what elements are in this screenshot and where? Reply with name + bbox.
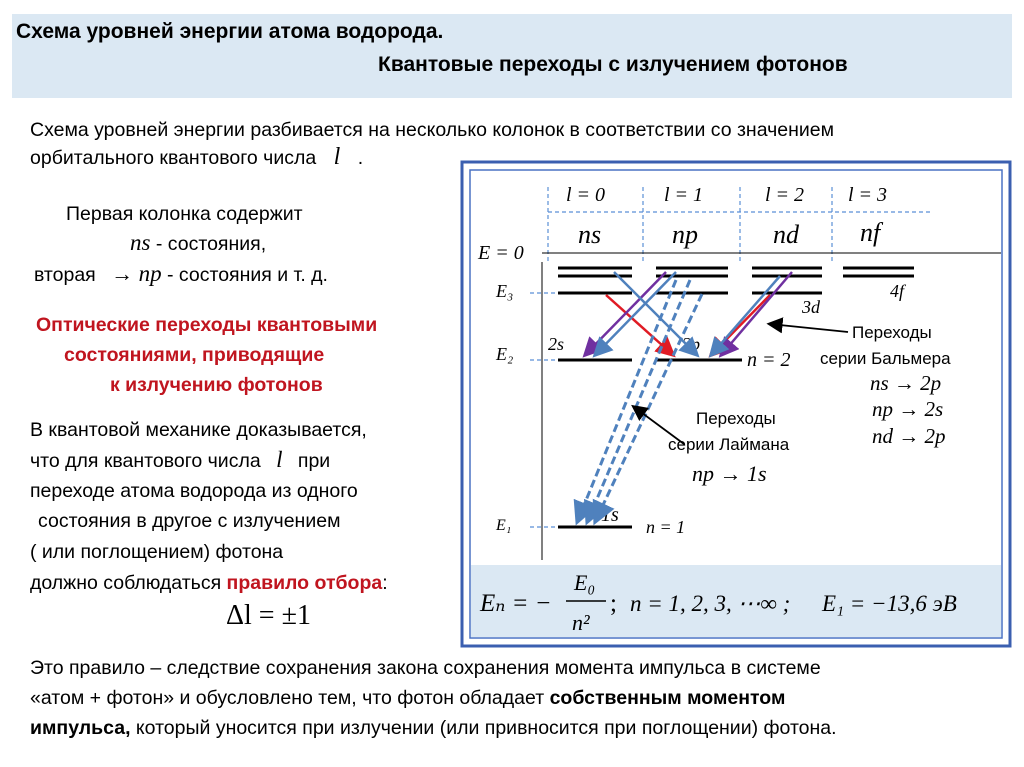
- formula-numerator: E₀: [574, 570, 596, 595]
- label-3d: 3d: [802, 297, 820, 317]
- col-nf-label: nf: [860, 218, 881, 247]
- arrow-icon: →: [111, 261, 134, 286]
- col-l1-label: l = 1: [664, 184, 704, 206]
- label-1s: 1s: [601, 504, 619, 526]
- e2-label: E₂: [496, 344, 514, 364]
- optical-line-2: состояниями, приводящие: [64, 344, 325, 366]
- col-l0-label: l = 0: [566, 184, 606, 206]
- label-4f: 4f: [890, 281, 905, 301]
- intro-line-1: Схема уровней энергии разбивается на несколько колонок в соответствии со значением: [30, 119, 835, 141]
- e1-label: E₁: [496, 517, 512, 534]
- qm-l-symbol: l: [276, 447, 283, 472]
- balmer-title-2: серии Бальмера: [820, 349, 951, 368]
- formula-lhs: Eₙ = −: [480, 590, 552, 617]
- qm-line-1: В квантовой механике доказывается,: [30, 419, 367, 441]
- label-2p: 2p: [682, 334, 700, 354]
- qm-line-4: состояния в другое с излучением: [38, 510, 341, 532]
- qm-line-5: ( или поглощением) фотона: [30, 541, 284, 563]
- intro-line-2-text: орбитального квантового числа: [30, 147, 317, 169]
- balmer-transition-1: ns → 2p: [870, 371, 942, 395]
- columns-note-line-3-rest: - состояния и т. д.: [167, 264, 328, 286]
- footer-line-3-bold: импульса,: [30, 717, 131, 739]
- qm-line-2-b: при: [297, 450, 331, 472]
- col-l2-label: l = 2: [765, 184, 805, 206]
- footer-line-2-bold: собственным моментом: [549, 687, 786, 709]
- optical-line-1: Оптические переходы квантовыми: [36, 314, 378, 336]
- e-zero-label: E = 0: [478, 242, 524, 264]
- footer-line-3-rest: который уносится при излучении (или привносится при поглощении) фотона.: [135, 717, 837, 739]
- footer-line-2-a: «атом + фотон» и обусловлено тем, что фотон обладает: [30, 687, 545, 709]
- formula-denominator: n²: [572, 610, 590, 635]
- col-np-label: np: [672, 220, 698, 249]
- e3-label: E₃: [496, 281, 514, 301]
- columns-note-line-3-text: вторая: [34, 264, 96, 286]
- col-l3-label: l = 3: [848, 184, 888, 206]
- np-symbol: np: [138, 261, 162, 286]
- lyman-transition: np → 1s: [692, 461, 767, 486]
- qm-line-2-a: что для квантового числа: [30, 450, 261, 472]
- qm-line-6-colon: :: [382, 572, 388, 594]
- label-2s: 2s: [548, 334, 565, 354]
- ns-symbol: ns: [130, 230, 151, 255]
- label-n1: n = 1: [646, 517, 686, 537]
- columns-note-line-1: Первая колонка содержит: [66, 203, 303, 225]
- title-line-2: Квантовые переходы с излучением фотонов: [378, 53, 848, 76]
- lyman-title-1: Переходы: [696, 409, 776, 428]
- formula-separator: ;: [610, 590, 617, 617]
- footer-line-1: Это правило – следствие сохранения закона сохранения момента импульса в системе: [30, 657, 821, 679]
- qm-line-3: переходе атома водорода из одного: [30, 480, 358, 502]
- title-line-1: Схема уровней энергии атома водорода.: [16, 20, 444, 43]
- balmer-title-1: Переходы: [852, 323, 932, 342]
- lyman-title-2: серии Лаймана: [668, 435, 790, 454]
- balmer-transition-2: np → 2s: [872, 397, 944, 421]
- qm-line-6-a: должно соблюдаться: [30, 572, 222, 594]
- selection-rule-formula: Δl = ±1: [226, 600, 311, 631]
- intro-l-symbol: l: [333, 144, 341, 170]
- intro-period: .: [357, 147, 364, 169]
- formula-e1-value: E₁ = −13,6 эВ: [822, 591, 957, 616]
- columns-note-line-2-text: - состояния,: [155, 233, 267, 255]
- formula-n-range: n = 1, 2, 3, ⋯∞ ;: [630, 591, 791, 616]
- col-ns-label: ns: [578, 220, 602, 249]
- balmer-transition-3: nd → 2p: [872, 424, 946, 448]
- col-nd-label: nd: [773, 220, 799, 249]
- selection-rule-label: правило отбора: [226, 572, 383, 594]
- label-n2: n = 2: [747, 349, 791, 371]
- optical-line-3: к излучению фотонов: [110, 374, 323, 396]
